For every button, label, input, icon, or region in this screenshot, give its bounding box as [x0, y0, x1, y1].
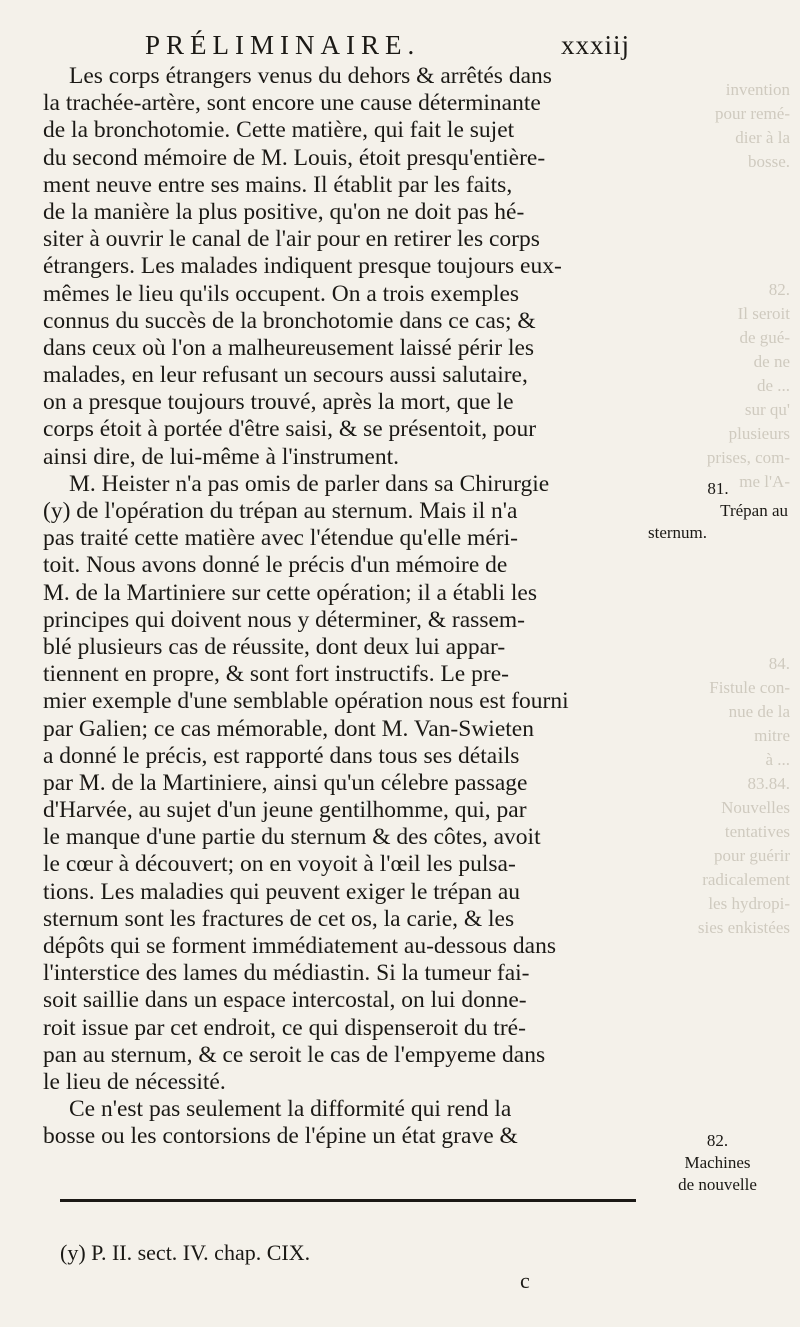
text-line: de la bronchotomie. Cette matière, qui fait le sujet: [43, 117, 515, 144]
text-line: (y) de l'opération du trépan au sternum. Mais il n'a: [43, 498, 518, 524]
text-line: M. de la Martiniere sur cette opération; il a établi les: [43, 579, 537, 606]
header-title: PRÉLIMINAIRE.: [145, 30, 421, 60]
running-header: [145, 30, 630, 66]
text-line: siter à ouvrir le canal de l'air pour en retirer les corps: [43, 226, 540, 253]
bleed-line: 83.84.: [747, 774, 790, 793]
text-line: mier exemple d'une semblable opération nous est fourni: [43, 688, 569, 715]
text-line: mêmes le lieu qu'ils occupent. On a trois exemples: [43, 280, 520, 307]
bleed-line: bosse.: [747, 152, 790, 171]
text-line: Ce n'est pas seulement la difformité qui rend la: [69, 1096, 512, 1123]
margin-note-81: [648, 478, 788, 544]
bleed-line: Il seroit: [737, 304, 790, 323]
margin-note-line: de nouvelle: [678, 1175, 757, 1194]
margin-note-line: Trépan au: [720, 501, 788, 520]
bleed-line: à ...: [765, 750, 790, 769]
text-line: ment neuve entre ses mains. Il établit par les faits,: [43, 171, 513, 198]
margin-note-number: 81.: [707, 479, 729, 498]
text-line: sternum sont les fractures de cet os, la carie, & les: [43, 905, 515, 932]
text-line: dépôts qui se forment immédiatement au-dessous dans: [43, 933, 556, 959]
text-line: tiennent en propre, & sont fort instructifs. Le pre-: [43, 661, 509, 688]
text-line: d'Harvée, au sujet d'un jeune gentilhomme, qui, par: [43, 797, 527, 824]
margin-note-82: [645, 1130, 790, 1196]
bleed-line: me l'A-: [739, 472, 790, 491]
bleed-line: sies enkistées: [697, 918, 790, 937]
text-line: du second mémoire de M. Louis, étoit presqu'entière-: [43, 144, 546, 171]
text-line: malades, en leur refusant un secours aussi salutaire,: [43, 362, 528, 389]
text-line: par Galien; ce cas mémorable, dont M. Van-Swieten: [43, 715, 534, 742]
text-line: de la manière la plus positive, qu'on ne doit pas hé-: [43, 198, 525, 225]
bleed-line: Nouvelles: [721, 798, 790, 817]
margin-note-number: 82.: [706, 1131, 729, 1150]
text-line: dans ceux où l'on a malheureusement laissé périr les: [43, 334, 535, 361]
footnote: (y) P. II. sect. IV. chap. CIX.: [60, 1240, 311, 1265]
bleed-line: de gué-: [739, 328, 790, 347]
bleed-line: nue de la: [728, 702, 790, 721]
text-line: connus du succès de la bronchotomie dans ce cas; &: [43, 307, 536, 334]
bleed-line: pour remé-: [714, 104, 790, 123]
text-line: le manque d'une partie du sternum & des côtes, avoit: [43, 824, 541, 851]
text-line: pas traité cette matière avec l'étendue qu'elle méri-: [43, 525, 518, 552]
text-line: par M. de la Martiniere, ainsi qu'un célebre passage: [43, 769, 528, 796]
bleed-line: dier à la: [735, 128, 790, 147]
text-line: étrangers. Les malades indiquent presque toujours eux-: [43, 253, 562, 280]
page-number: xxxiij: [560, 30, 630, 60]
text-line: soit saillie dans un espace intercostal, on lui donne-: [43, 987, 527, 1014]
bleed-line: tentatives: [724, 822, 790, 841]
text-line: corps étoit à portée d'être saisi, & se présentoit, pour: [43, 416, 537, 443]
bleed-line: 84.: [768, 654, 790, 673]
bleed-line: les hydropi-: [708, 894, 790, 913]
footnote-rule: [60, 1199, 636, 1202]
signature-mark: c: [520, 1268, 530, 1293]
bleed-line: mitre: [754, 726, 790, 745]
text-line: principes qui doivent nous y déterminer, & rassem-: [43, 606, 526, 633]
bleed-line: pour guérir: [713, 846, 790, 865]
text-line: a donné le précis, est rapporté dans tous ses détails: [43, 742, 520, 769]
bleed-through-lower-right: [640, 652, 790, 940]
text-line: tions. Les maladies qui peuvent exiger le trépan au: [43, 878, 521, 905]
bleed-line: prises, com-: [706, 448, 790, 467]
bleed-line: plusieurs: [728, 424, 790, 443]
text-line: pan au sternum, & ce seroit le cas de l'empyeme dans: [43, 1041, 546, 1068]
bleed-through-top-right: [640, 78, 790, 174]
margin-note-line: sternum.: [648, 523, 708, 542]
body-text: [43, 63, 628, 1151]
text-line: ainsi dire, de lui-même à l'instrument.: [43, 443, 399, 470]
margin-note-line: Machines: [684, 1153, 751, 1172]
text-line: le cœur à découvert; on en voyoit à l'œil les pulsa-: [43, 851, 516, 878]
bleed-line: de ...: [756, 376, 790, 395]
text-line: l'interstice des lames du médiastin. Si la tumeur fai-: [43, 960, 530, 987]
text-line: M. Heister n'a pas omis de parler dans sa Chirurgie: [69, 470, 550, 497]
bleed-line: de ne: [753, 352, 790, 371]
bleed-line: invention: [725, 80, 790, 99]
text-line: bosse ou les contorsions de l'épine un état grave &: [43, 1123, 518, 1150]
text-line: on a presque toujours trouvé, après la mort, que le: [43, 389, 514, 416]
text-line: roit issue par cet endroit, ce qui dispenseroit du tré-: [43, 1014, 526, 1041]
text-line: la trachée-artère, sont encore une cause déterminante: [43, 90, 541, 117]
text-line: blé plusieurs cas de réussite, dont deux lui appar-: [43, 633, 506, 660]
bleed-line: sur qu': [744, 400, 790, 419]
bleed-line: Fistule con-: [709, 678, 790, 697]
bleed-through-mid-right: [640, 278, 790, 494]
bleed-line: 82.: [768, 280, 790, 299]
bleed-line: radicalement: [702, 870, 790, 889]
text-line: toit. Nous avons donné le précis d'un mémoire de: [43, 552, 508, 579]
text-line: Les corps étrangers venus du dehors & arrêtés dans: [69, 63, 552, 89]
text-line: le lieu de nécessité.: [43, 1068, 226, 1095]
